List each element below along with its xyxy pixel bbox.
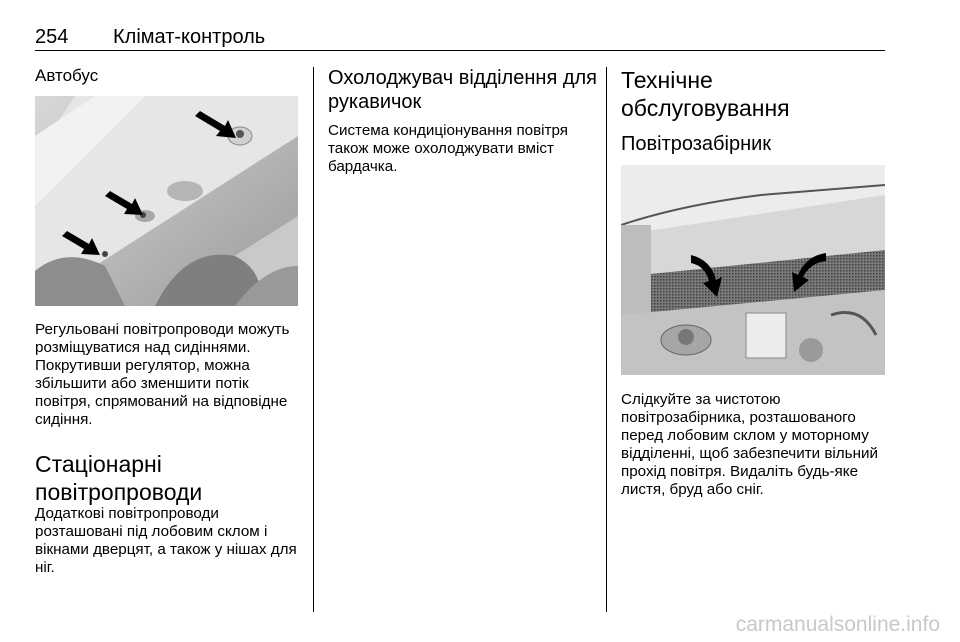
watermark: carmanualsonline.info [735, 613, 940, 636]
bus-subheading: Автобус [35, 66, 99, 85]
page-number: 254 [35, 26, 69, 48]
air-intake-illustration [621, 165, 885, 375]
header-rule [35, 50, 885, 51]
stationary-vents-paragraph: Додаткові повітропроводи розташовані під лобовим склом і вікнами дверцят, а також у нішах для ніг. [35, 505, 297, 576]
bus-paragraph: Регульовані повітропроводи можуть розміщуватися над сидіннями. Покрутивши регулятор, можна збільшити або зменшити потік повітря, спрямований на відповідне сидіння. [35, 321, 290, 428]
column-divider-1 [313, 67, 314, 612]
bus-ceiling-vents-illustration [35, 96, 298, 306]
glovebox-cooler-paragraph: Система кондиціонування повітря також може охолоджувати вміст бардачка. [328, 122, 569, 175]
page-header [35, 26, 885, 52]
chapter-title: Клімат-контроль [113, 26, 266, 48]
glovebox-cooler-heading: Охолоджувач відділення для рукавичок [328, 67, 597, 113]
air-intake-subheading: Повітрозабірник [621, 133, 772, 155]
air-intake-paragraph: Слідкуйте за чистотою повітрозабірника, розташованого перед лобовим склом у моторному відділенні, щоб забезпечити вільний прохід повітря. Видаліть будь-яке листя, бруд або сніг. [621, 391, 878, 498]
column-divider-2 [606, 67, 607, 612]
maintenance-heading: Технічне обслуговування [621, 67, 790, 121]
stationary-vents-heading: Стаціонарні повітропроводи [35, 451, 203, 505]
